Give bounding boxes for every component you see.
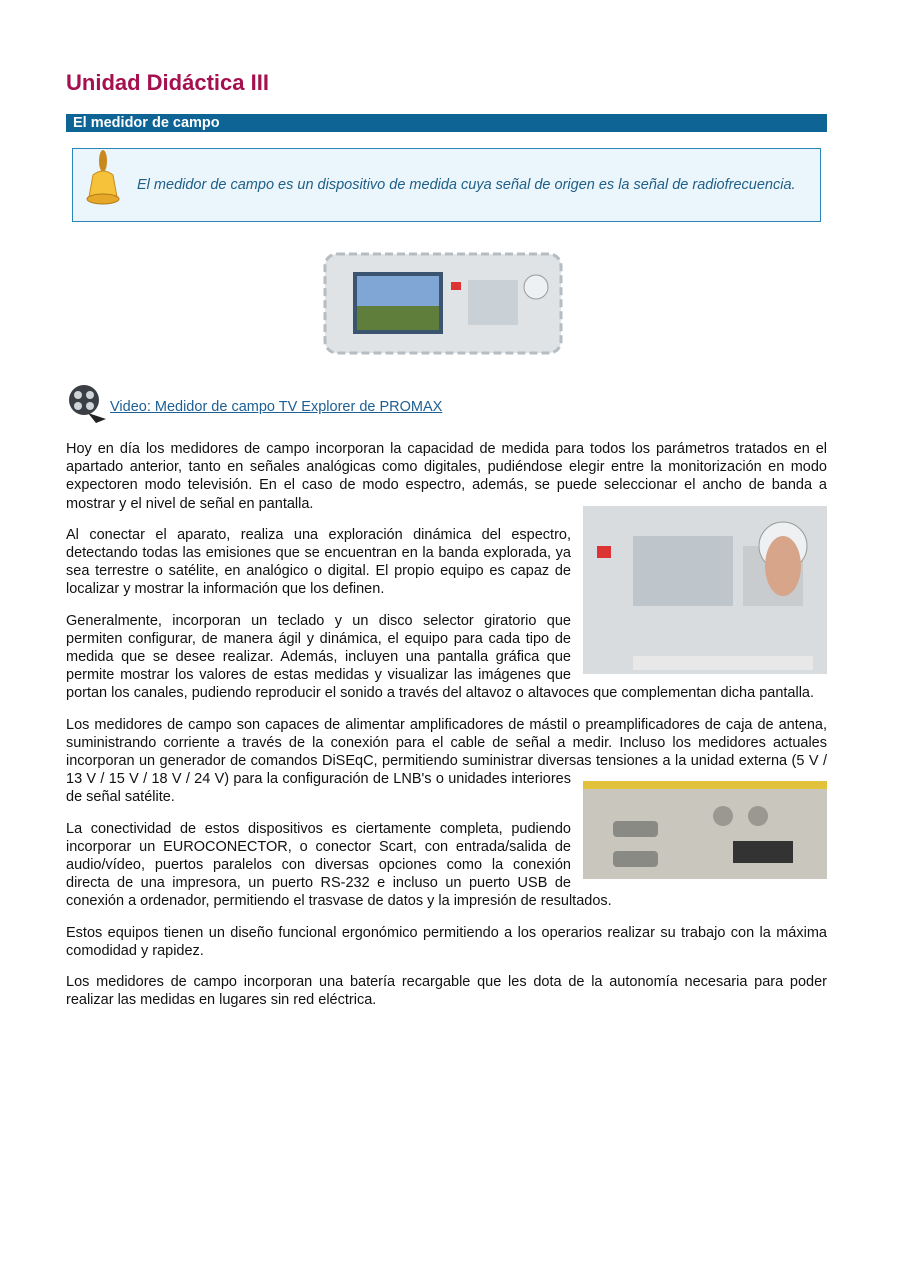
body-text	[66, 440, 827, 1022]
note-text: El medidor de campo es un dispositivo de medida cuya señal de origen es la señal de radiofrecuencia.	[137, 177, 796, 193]
paragraph: Estos equipos tienen un diseño funcional ergonómico permitiendo a los operarios realizar su trabajo con la máxima comodidad y rapidez.	[66, 924, 827, 959]
paragraph: Al conectar el aparato, realiza una exploración dinámica del espectro, detectando todas las emisiones que se encuentran en la banda explorada, ya sea terrestre o satélite, en analógico o digital. El propio equipo es capaz de localizar y mostrar la información que los definen.	[66, 526, 571, 598]
paragraph: Generalmente, incorporan un teclado y un disco selector giratorio que permiten configurar, de manera ágil y dinámica, el equipo para cada tipo de medida que se desee realizar. Además, incluyen una pantalla gráfica que permite mostrar los valores de estas medidas y visualizar las imágenes que portan los canales, pudiendo reproducir el sonido a través del altavoz o altavoces que complementan dicha pantalla.	[66, 612, 815, 702]
paragraph: Los medidores de campo incorporan una batería recargable que les dota de la autonomía necesaria para poder realizar las medidas en lugares sin red eléctrica.	[66, 974, 827, 1009]
bell-icon	[81, 149, 125, 211]
note-box	[72, 148, 821, 222]
paragraph: Hoy en día los medidores de campo incorporan la capacidad de medida para todos los parámetros tratados en el apartado anterior, tanto en señales analógicas como digitales, pudiéndose elegir entre la monitorización en modo expectoren modo televisión. En el caso de modo espectro, además, se puede seleccionar el ancho de banda a mostrar y el nivel de señal en pantalla.	[66, 441, 827, 512]
connector-panel-photo	[583, 781, 827, 879]
paragraph: La conectividad de estos dispositivos es ciertamente completa, pudiendo incorporar un EUROCONECTOR, o conector Scart, con entrada/salida de audio/vídeo, puertos paralelos con diversas opciones como la conexión directa de una impresora, un puerto RS-232 e incluso un puerto USB de conexión a ordenador, permitiendo el trasvase de datos y la impresión de resultados.	[66, 820, 612, 910]
section-header: El medidor de campo	[66, 114, 827, 132]
film-reel-icon	[66, 383, 108, 423]
page-title: Unidad Didáctica III	[66, 70, 269, 95]
keypad-photo	[583, 506, 827, 674]
video-link[interactable]: Video: Medidor de campo TV Explorer de PROMAX	[110, 399, 443, 415]
video-link-row[interactable]	[66, 383, 442, 423]
field-meter-image	[323, 250, 563, 357]
paragraph: Los medidores de campo son capaces de alimentar amplificadores de mástil o preamplificadores de caja de antena, suministrando corriente a través de la conexión para el cable de señal a medir. Incluso los medidores actuales incorporan un generador de comandos DiSEqC, permitiendo suministrar diversas tensiones a la unidad externa (5 V / 13 V / 15 V / 18 V / 24 V) para la configuración de LNB's o unidades interiores de señal satélite.	[66, 716, 827, 806]
